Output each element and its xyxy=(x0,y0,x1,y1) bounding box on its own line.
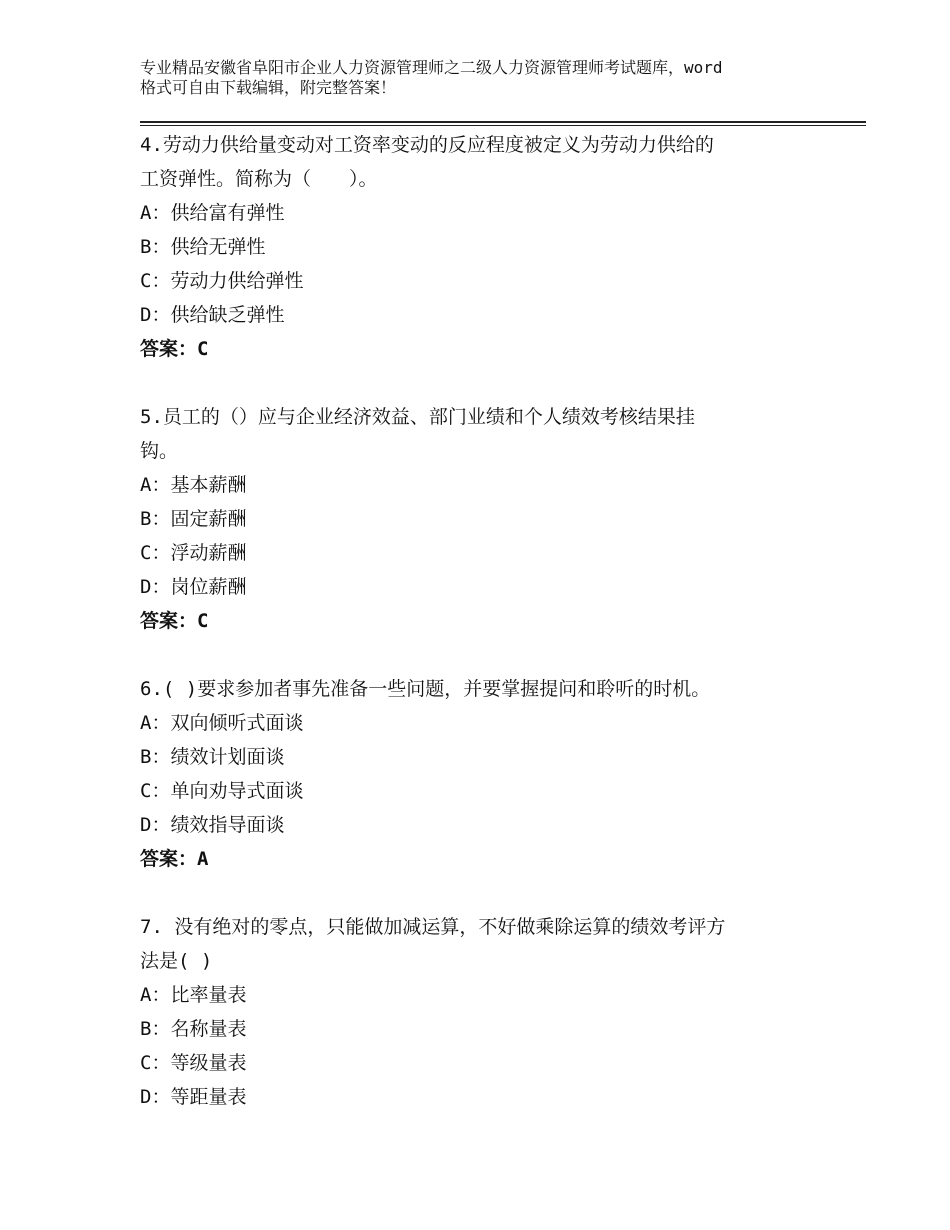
option-c: C：劳动力供给弹性 xyxy=(140,270,304,292)
option-c: C：浮动薪酬 xyxy=(140,542,247,564)
option-d: D：绩效指导面谈 xyxy=(140,814,285,836)
answer-label: 答案：A xyxy=(140,848,209,870)
option-d: D：供给缺乏弹性 xyxy=(140,304,285,326)
option-d: D：等距量表 xyxy=(140,1086,247,1108)
option-a: A：供给富有弹性 xyxy=(140,202,285,224)
option-c: C：等级量表 xyxy=(140,1052,247,1074)
header-title-line-2: 格式可自由下载编辑，附完整答案！ xyxy=(140,78,397,97)
option-a: A：比率量表 xyxy=(140,984,247,1006)
option-b: B：固定薪酬 xyxy=(140,508,247,530)
spacer xyxy=(140,638,840,672)
question-6 xyxy=(140,672,840,876)
question-text-line: 7. 没有绝对的零点，只能做加减运算，不好做乘除运算的绩效考评方 xyxy=(140,916,726,938)
option-b: B：绩效计划面谈 xyxy=(140,746,285,768)
option-a: A：双向倾听式面谈 xyxy=(140,712,304,734)
answer-label: 答案：C xyxy=(140,338,209,360)
question-5 xyxy=(140,400,840,638)
option-b: B：供给无弹性 xyxy=(140,236,266,258)
question-4 xyxy=(140,128,840,366)
question-list xyxy=(140,128,840,1114)
option-d: D：岗位薪酬 xyxy=(140,576,247,598)
header-divider-thick xyxy=(140,121,866,123)
question-text-line: 法是( ) xyxy=(140,950,213,972)
question-text-line: 钩。 xyxy=(140,440,179,462)
header-title-line-1: 专业精品安徽省阜阳市企业人力资源管理师之二级人力资源管理师考试题库，word xyxy=(140,58,723,77)
header-divider-thin xyxy=(140,125,866,126)
question-text-line: 6.( )要求参加者事先准备一些问题，并要掌握提问和聆听的时机。 xyxy=(140,678,711,700)
option-a: A：基本薪酬 xyxy=(140,474,247,496)
question-text-line: 5.员工的（）应与企业经济效益、部门业绩和个人绩效考核结果挂 xyxy=(140,406,695,428)
question-text-line: 4.劳动力供给量变动对工资率变动的反应程度被定义为劳动力供给的 xyxy=(140,134,714,156)
option-c: C：单向劝导式面谈 xyxy=(140,780,304,802)
spacer xyxy=(140,876,840,910)
spacer xyxy=(140,366,840,400)
option-b: B：名称量表 xyxy=(140,1018,247,1040)
question-7 xyxy=(140,910,840,1114)
answer-label: 答案：C xyxy=(140,610,209,632)
question-text-line: 工资弹性。简称为（ ）。 xyxy=(140,168,378,190)
document-header xyxy=(140,58,830,98)
